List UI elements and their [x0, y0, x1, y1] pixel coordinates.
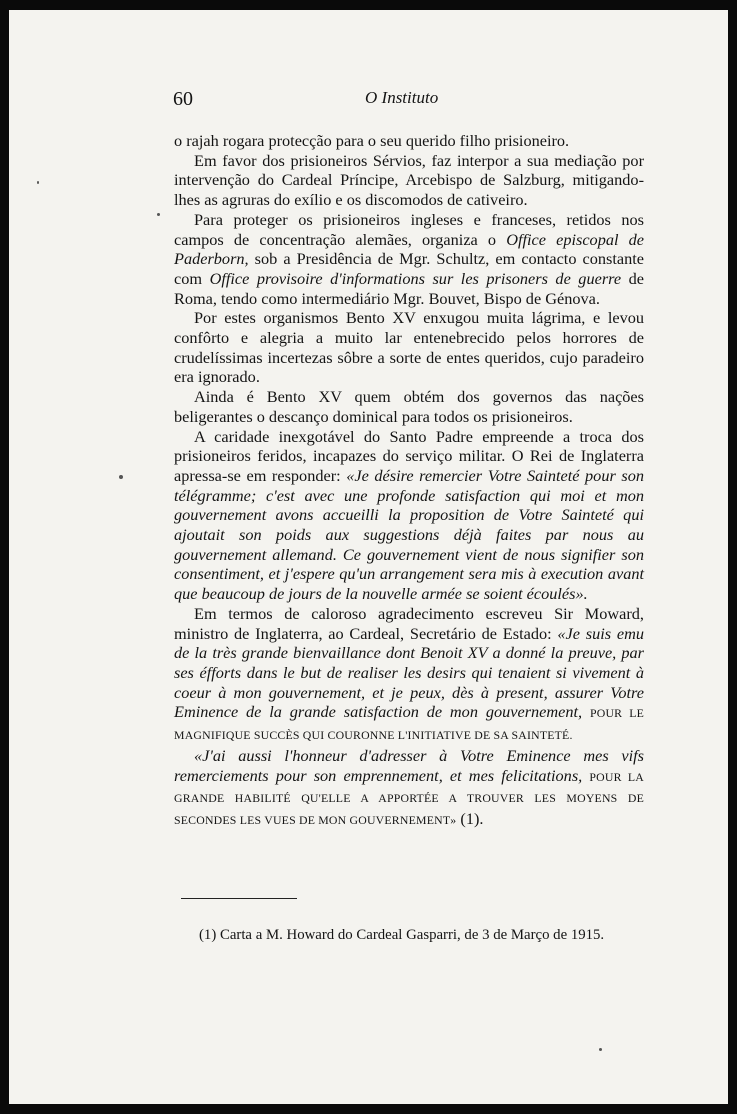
running-title: O Instituto [365, 88, 439, 107]
scan-speck [119, 475, 123, 479]
footnote-rule [181, 898, 297, 899]
text-run: (1). [456, 808, 484, 828]
small-caps-run: POUR LE MAGNIFIQUE SUCCÈS QUI COURONNE L'INITIATIVE DE SA SAINTETÉ. [174, 706, 645, 743]
text-run: Por estes organismos Bento XV enxugou muita lágrima, e levou confôrto e alegria a muito lar entenebrecido pelos horrores de crudelíssimas incertezas sôbre a sorte de entes queridos, cujo paradeiro era ignorado. [174, 308, 644, 387]
italic-run: Office provisoire d'informations sur les prisoners de guerre [209, 268, 622, 288]
page-number: 60 [173, 88, 193, 110]
paragraph [174, 746, 644, 831]
page-header [169, 80, 639, 114]
text-run: o rajah rogara protecção para o seu querido filho prisioneiro. [174, 131, 570, 150]
text-run: sob a Presidência de Mgr. Schultz, em contacto constante com [174, 249, 644, 288]
text-run: de Roma, tendo como intermediário Mgr. Bouvet, Bispo de Génova. [174, 268, 645, 308]
italic-run: Office episcopal de Paderborn, [174, 229, 645, 269]
paragraph [174, 308, 644, 387]
paragraph [174, 131, 644, 151]
paragraph [174, 210, 644, 309]
body-text [174, 131, 644, 831]
text-run: Para proteger os prisioneiros ingleses e franceses, retidos nos campos de concentração alemães, organiza o [174, 209, 644, 249]
paragraph [174, 427, 644, 604]
italic-run: «Je désire remercier Votre Sainteté pour son télégramme; c'est avec une profonde satisfaction qui moi et mon gouvernement avons accueilli la proposition de Votre Sainteté qui ajoutait son poids aux suggestions déjà faites par nous au gouvernement allemand. Ce gouvernement vient de nous signifier son consentiment, et j'espere qu'un arrangement sera mis à execution avant que beaucoup de jours de la nouvelle armée se soient écoulés». [174, 465, 644, 604]
italic-run: «Je suis emu de la très grande bienvaillance dont Benoit XV a donné la preuve, par ses éfforts dans le but de realiser les desirs qui tenaient si vivement à coeur à mon gouvernement, et je peux, dès à present, assurer Votre Eminence de la grande satisfaction de mon gouvernement, [174, 623, 644, 722]
text-run: Em favor dos prisioneiros Sérvios, faz interpor a sua mediação por intervenção do Cardeal Príncipe, Arcebispo de Salzburg, mitigando-lhes as agruras do exílio e os discomodos de cativeiro. [174, 150, 644, 210]
italic-run: «J'ai aussi l'honneur d'adresser à Votre Eminence mes vifs remerciements pour son emprennement, et mes felicitations, [174, 745, 644, 785]
footnote: (1) Carta a M. Howard do Cardeal Gasparri, de 3 de Março de 1915. [199, 927, 605, 943]
paragraph [174, 387, 644, 426]
text-run: A caridade inexgotável do Santo Padre empreende a troca dos prisioneiros feridos, incapazes do serviço militar. O Rei de Inglaterra apressa-se em responder: [174, 426, 644, 485]
paragraph [174, 151, 644, 210]
small-caps-run: POUR LA GRANDE HABILITÉ QU'ELLE A APPORTÉE A TROUVER LES MOYENS DE SECONDES LES VUES DE MON GOUVERNEMENT» [174, 769, 644, 827]
scan-speck [157, 213, 160, 216]
text-run: Em termos de caloroso agradecimento escreveu Sir Moward, ministro de Inglaterra, ao Cardeal, Secretário de Estado: [174, 603, 644, 643]
text-run: Ainda é Bento XV quem obtém dos governos das nações beligerantes o descanço dominical para todos os prisioneiros. [174, 387, 644, 426]
scan-speck [599, 1048, 602, 1051]
paragraph [174, 604, 644, 746]
scan-speck [37, 181, 39, 184]
